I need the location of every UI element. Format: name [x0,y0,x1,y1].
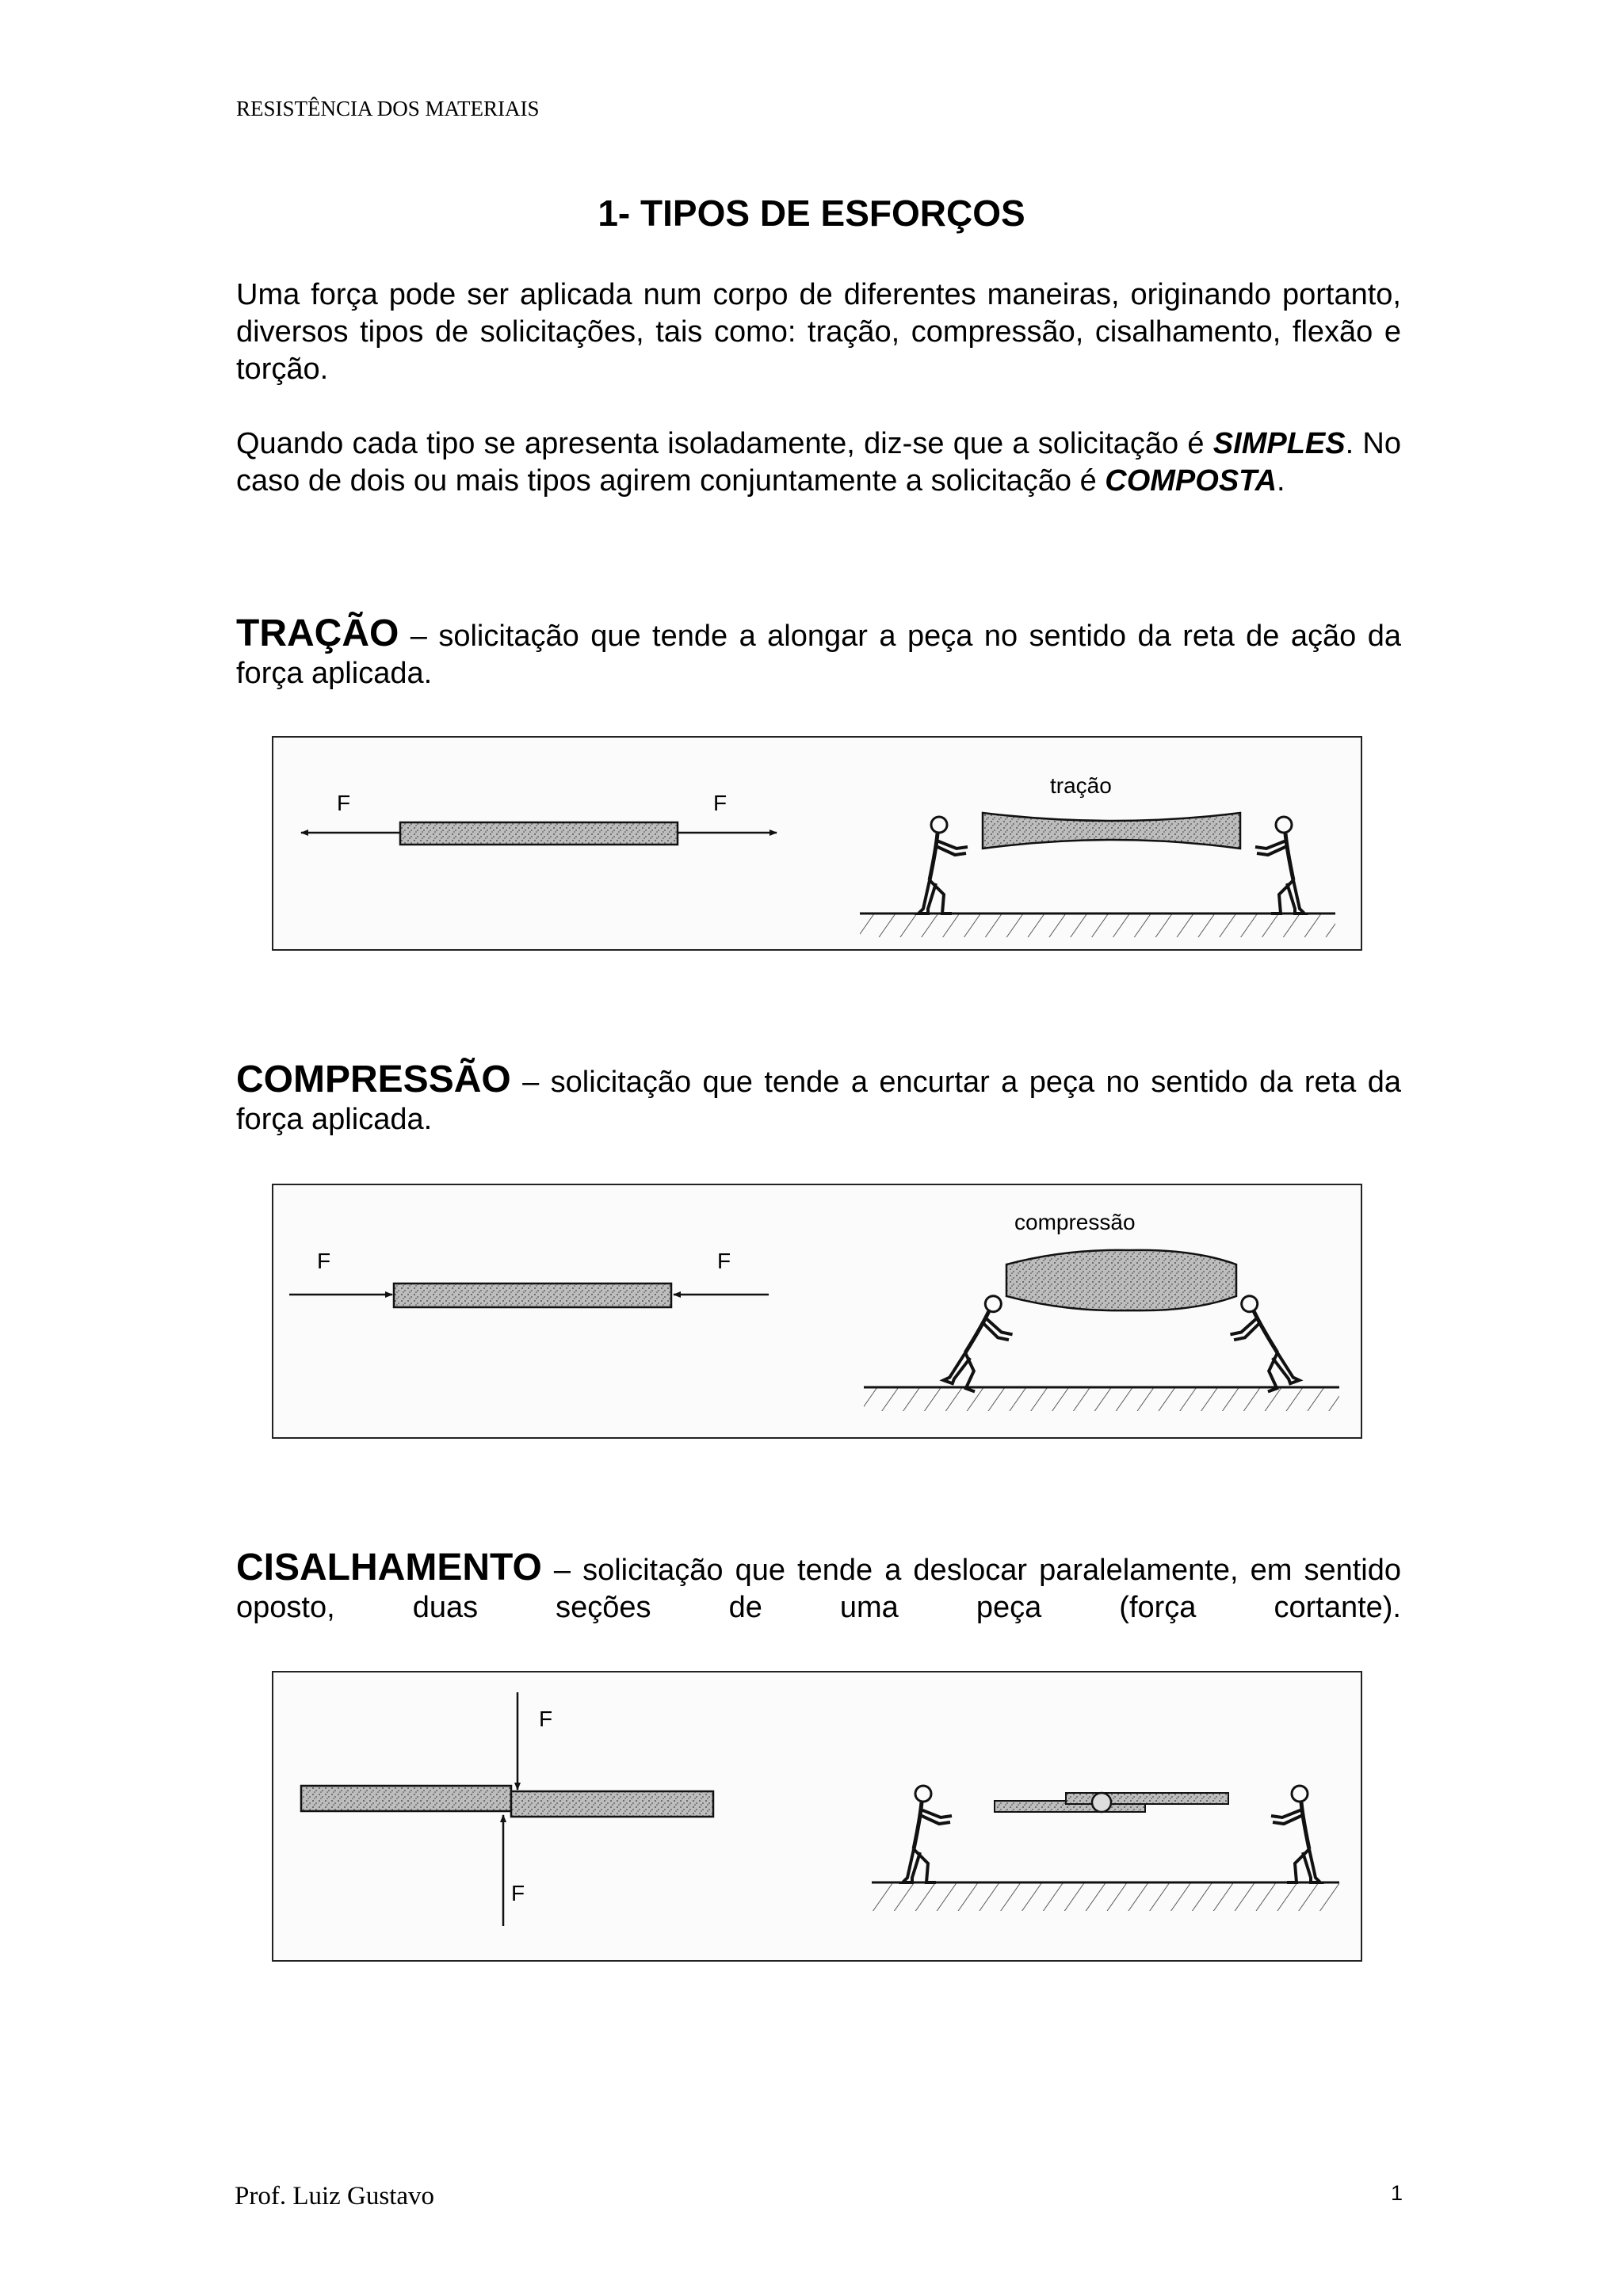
bar-specimen [394,1283,671,1307]
compressao-term: COMPRESSÃO [236,1058,511,1100]
tracao-term: TRAÇÃO [236,612,399,654]
simples-term: SIMPLES [1212,427,1346,460]
force-label-left: F [337,791,351,815]
paragraph-text: . No caso de dois ou mais tipos agirem conjuntamente a solicitação é [236,427,1401,498]
tracao-caption: tração [1050,773,1112,798]
left-bar [301,1786,511,1811]
compressao-definition-text: – solicitação que tende a encurtar a peça no sentido da reta da força aplicada. [236,1066,1401,1136]
rivet-icon [1092,1793,1111,1812]
person-right-icon [1220,1289,1299,1397]
compressao-figure [272,1184,1362,1439]
cisalhamento-definition [236,1549,1401,1627]
ground-hatch [872,1882,1339,1911]
joined-bar-right [1066,1793,1228,1804]
intro-paragraph-1: Uma força pode ser aplicada num corpo de diferentes maneiras, originando portanto, diversos tipos de solicitações, tais como: tração, compressão, cisalhamento, flexão e torção. [236,278,1401,386]
force-label-left: F [317,1249,331,1273]
person-left-icon [903,1786,952,1882]
cisalhamento-figure [272,1671,1362,1962]
compressao-caption: compressão [1014,1210,1136,1234]
force-label-right: F [717,1249,731,1273]
force-label-bottom: F [511,1881,525,1905]
tracao-definition-text: – solicitação que tende a alongar a peça no sentido da reta de ação da força aplicada. [236,620,1401,690]
compressao-definition [236,1058,1401,1138]
page-title: 1- TIPOS DE ESFORÇOS [598,193,1025,234]
force-label-right: F [713,791,727,815]
person-right-icon [1271,1786,1320,1882]
paragraph-text: . [1277,464,1285,498]
ground-hatch [860,913,1335,937]
cisalhamento-term: CISALHAMENTO [236,1547,542,1589]
tracao-definition [236,612,1401,692]
footer-author: Prof. Luiz Gustavo [235,2182,435,2210]
composta-term: COMPOSTA [1105,464,1277,498]
tracao-figure [272,736,1362,951]
force-label-top: F [539,1707,553,1731]
running-header: RESISTÊNCIA DOS MATERIAIS [236,97,540,120]
bulged-bar [1006,1250,1236,1310]
right-bar [511,1791,713,1817]
paragraph-text: Quando cada tipo se apresenta isoladamente, diz-se que a solicitação é [236,427,1213,460]
person-left-icon [918,817,968,913]
ground-hatch [864,1387,1339,1411]
intro-paragraph-2 [236,425,1401,500]
person-left-icon [944,1289,1023,1397]
cisalhamento-definition-text: – solicitação que tende a deslocar paralelamente, em sentido oposto, duas seções de uma peça (força cortante). [236,1554,1401,1624]
person-right-icon [1255,817,1304,913]
bar-specimen [400,822,678,845]
stretched-bar [983,813,1240,849]
footer-page-number: 1 [1390,2181,1403,2205]
